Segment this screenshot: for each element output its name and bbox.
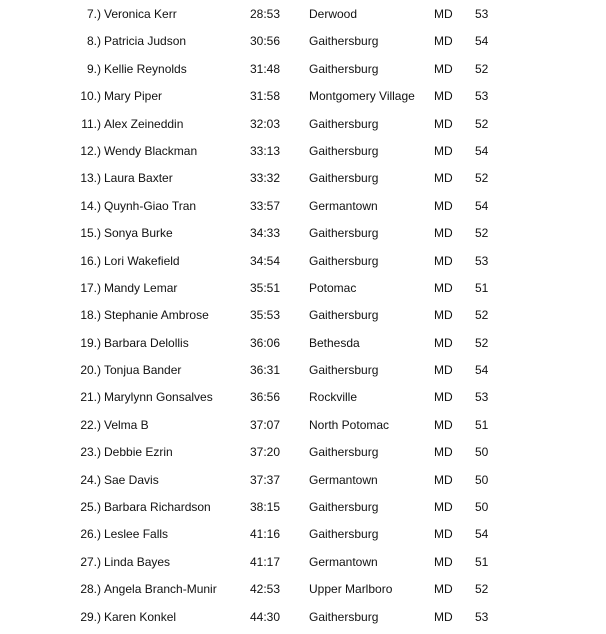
finish-time-cell: 34:54 (250, 253, 281, 268)
finish-time-cell: 31:58 (250, 89, 281, 104)
result-row (0, 383, 606, 410)
result-row (0, 219, 606, 246)
runner-name-cell: Sae Davis (104, 472, 159, 487)
result-row (0, 575, 606, 602)
age-cell: 53 (475, 89, 489, 104)
place-cell: 11.) (81, 116, 101, 131)
place-cell: 27.) (80, 554, 101, 569)
age-cell: 54 (475, 143, 489, 158)
runner-name-cell: Debbie Ezrin (104, 445, 173, 460)
runner-name-cell: Lori Wakefield (104, 253, 180, 268)
state-cell: MD (434, 472, 453, 487)
state-cell: MD (434, 335, 453, 350)
age-cell: 51 (475, 417, 489, 432)
city-cell: Gaithersburg (309, 500, 379, 515)
runner-name-cell: Veronica Kerr (104, 7, 177, 21)
finish-time-cell: 32:03 (250, 116, 281, 131)
finish-time-cell: 37:37 (250, 472, 281, 487)
place-cell: 22.) (80, 417, 101, 432)
finish-time-cell: 34:33 (250, 226, 281, 241)
place-cell: 17.) (80, 280, 101, 295)
age-cell: 52 (475, 61, 489, 76)
finish-time-cell: 33:32 (250, 171, 281, 186)
place-cell: 21.) (80, 390, 101, 405)
finish-time-cell: 31:48 (250, 61, 281, 76)
place-cell: 25.) (80, 500, 101, 515)
state-cell: MD (434, 363, 453, 378)
result-row (0, 274, 606, 301)
runner-name-cell: Angela Branch-Munir (104, 582, 217, 597)
city-cell: Upper Marlboro (309, 582, 393, 597)
state-cell: MD (434, 253, 453, 268)
age-cell: 53 (475, 609, 489, 624)
result-row (0, 548, 606, 575)
finish-time-cell: 33:57 (250, 198, 281, 213)
result-row (0, 329, 606, 356)
place-cell: 12.) (80, 143, 101, 158)
result-row (0, 356, 606, 383)
city-cell: Potomac (309, 280, 357, 295)
runner-name-cell: Barbara Richardson (104, 500, 211, 515)
state-cell: MD (434, 500, 453, 515)
city-cell: Gaithersburg (309, 61, 379, 76)
finish-time-cell: 33:13 (250, 143, 281, 158)
place-cell: 7.) (86, 7, 101, 21)
city-cell: Gaithersburg (309, 445, 379, 460)
result-row (0, 110, 606, 137)
city-cell: Gaithersburg (309, 527, 379, 542)
finish-time-cell: 41:16 (250, 527, 281, 542)
state-cell: MD (434, 61, 453, 76)
age-cell: 52 (475, 335, 489, 350)
state-cell: MD (434, 171, 453, 186)
result-row (0, 0, 606, 27)
runner-name-cell: Mary Piper (104, 89, 163, 104)
city-cell: Gaithersburg (309, 226, 379, 241)
age-cell: 50 (475, 445, 489, 460)
age-cell: 52 (475, 308, 489, 323)
place-cell: 13.) (80, 171, 101, 186)
city-cell: North Potomac (309, 417, 390, 432)
age-cell: 54 (475, 527, 489, 542)
finish-time-cell: 36:31 (250, 363, 281, 378)
place-cell: 10.) (80, 89, 101, 104)
runner-name-cell: Mandy Lemar (104, 280, 178, 295)
finish-time-cell: 44:30 (250, 609, 281, 624)
state-cell: MD (434, 527, 453, 542)
city-cell: Germantown (309, 198, 378, 213)
place-cell: 19.) (80, 335, 101, 350)
result-row (0, 164, 606, 191)
runner-name-cell: Karen Konkel (104, 609, 177, 624)
result-row (0, 438, 606, 465)
age-cell: 54 (475, 198, 489, 213)
runner-name-cell: Alex Zeineddin (104, 116, 184, 131)
result-row (0, 82, 606, 109)
place-cell: 9.) (86, 61, 101, 76)
state-cell: MD (434, 89, 453, 104)
age-cell: 54 (475, 363, 489, 378)
city-cell: Rockville (309, 390, 358, 405)
finish-time-cell: 30:56 (250, 34, 281, 49)
runner-name-cell: Wendy Blackman (104, 143, 198, 158)
age-cell: 52 (475, 226, 489, 241)
place-cell: 8.) (86, 34, 101, 49)
result-row (0, 301, 606, 328)
runner-name-cell: Stephanie Ambrose (104, 308, 209, 323)
runner-name-cell: Sonya Burke (104, 226, 173, 241)
age-cell: 52 (475, 116, 489, 131)
state-cell: MD (434, 582, 453, 597)
city-cell: Gaithersburg (309, 171, 379, 186)
runner-name-cell: Patricia Judson (104, 34, 187, 49)
state-cell: MD (434, 34, 453, 49)
state-cell: MD (434, 417, 453, 432)
place-cell: 16.) (80, 253, 101, 268)
state-cell: MD (434, 390, 453, 405)
city-cell: Gaithersburg (309, 116, 379, 131)
state-cell: MD (434, 554, 453, 569)
age-cell: 50 (475, 500, 489, 515)
result-row (0, 27, 606, 54)
place-cell: 15.) (80, 226, 101, 241)
city-cell: Germantown (309, 472, 378, 487)
state-cell: MD (434, 445, 453, 460)
runner-name-cell: Linda Bayes (104, 554, 171, 569)
age-cell: 51 (475, 554, 489, 569)
state-cell: MD (434, 609, 453, 624)
runner-name-cell: Leslee Falls (104, 527, 169, 542)
finish-time-cell: 37:07 (250, 417, 281, 432)
result-row (0, 55, 606, 82)
city-cell: Gaithersburg (309, 308, 379, 323)
city-cell: Bethesda (309, 335, 360, 350)
state-cell: MD (434, 226, 453, 241)
finish-time-cell: 35:53 (250, 308, 281, 323)
city-cell: Gaithersburg (309, 34, 379, 49)
place-cell: 24.) (80, 472, 101, 487)
result-row (0, 247, 606, 274)
place-cell: 14.) (80, 198, 101, 213)
finish-time-cell: 36:06 (250, 335, 281, 350)
state-cell: MD (434, 280, 453, 295)
age-cell: 52 (475, 171, 489, 186)
age-cell: 54 (475, 34, 489, 49)
age-cell: 50 (475, 472, 489, 487)
runner-name-cell: Velma B (104, 417, 149, 432)
runner-name-cell: Quynh-Giao Tran (104, 198, 197, 213)
place-cell: 18.) (80, 308, 101, 323)
finish-time-cell: 38:15 (250, 500, 281, 515)
runner-name-cell: Marylynn Gonsalves (104, 390, 213, 405)
state-cell: MD (434, 7, 453, 21)
age-cell: 53 (475, 390, 489, 405)
age-cell: 51 (475, 280, 489, 295)
state-cell: MD (434, 116, 453, 131)
result-row (0, 603, 606, 630)
result-row (0, 137, 606, 164)
city-cell: Gaithersburg (309, 143, 379, 158)
state-cell: MD (434, 198, 453, 213)
age-cell: 53 (475, 7, 489, 21)
state-cell: MD (434, 143, 453, 158)
result-row (0, 520, 606, 547)
result-row (0, 411, 606, 438)
city-cell: Gaithersburg (309, 363, 379, 378)
place-cell: 28.) (80, 582, 101, 597)
runner-name-cell: Laura Baxter (104, 171, 173, 186)
city-cell: Montgomery Village (309, 89, 415, 104)
runner-name-cell: Kellie Reynolds (104, 61, 187, 76)
result-row (0, 466, 606, 493)
finish-time-cell: 36:56 (250, 390, 281, 405)
age-cell: 52 (475, 582, 489, 597)
city-cell: Gaithersburg (309, 609, 379, 624)
runner-name-cell: Tonjua Bander (104, 363, 182, 378)
place-cell: 26.) (80, 527, 101, 542)
place-cell: 29.) (80, 609, 101, 624)
finish-time-cell: 35:51 (250, 280, 281, 295)
place-cell: 20.) (80, 363, 101, 378)
finish-time-cell: 28:53 (250, 7, 281, 21)
runner-name-cell: Barbara Delollis (104, 335, 189, 350)
finish-time-cell: 42:53 (250, 582, 281, 597)
result-row (0, 493, 606, 520)
city-cell: Germantown (309, 554, 378, 569)
finish-time-cell: 37:20 (250, 445, 281, 460)
finish-time-cell: 41:17 (250, 554, 281, 569)
place-cell: 23.) (80, 445, 101, 460)
city-cell: Gaithersburg (309, 253, 379, 268)
city-cell: Derwood (309, 7, 358, 21)
age-cell: 53 (475, 253, 489, 268)
result-row (0, 192, 606, 219)
state-cell: MD (434, 308, 453, 323)
